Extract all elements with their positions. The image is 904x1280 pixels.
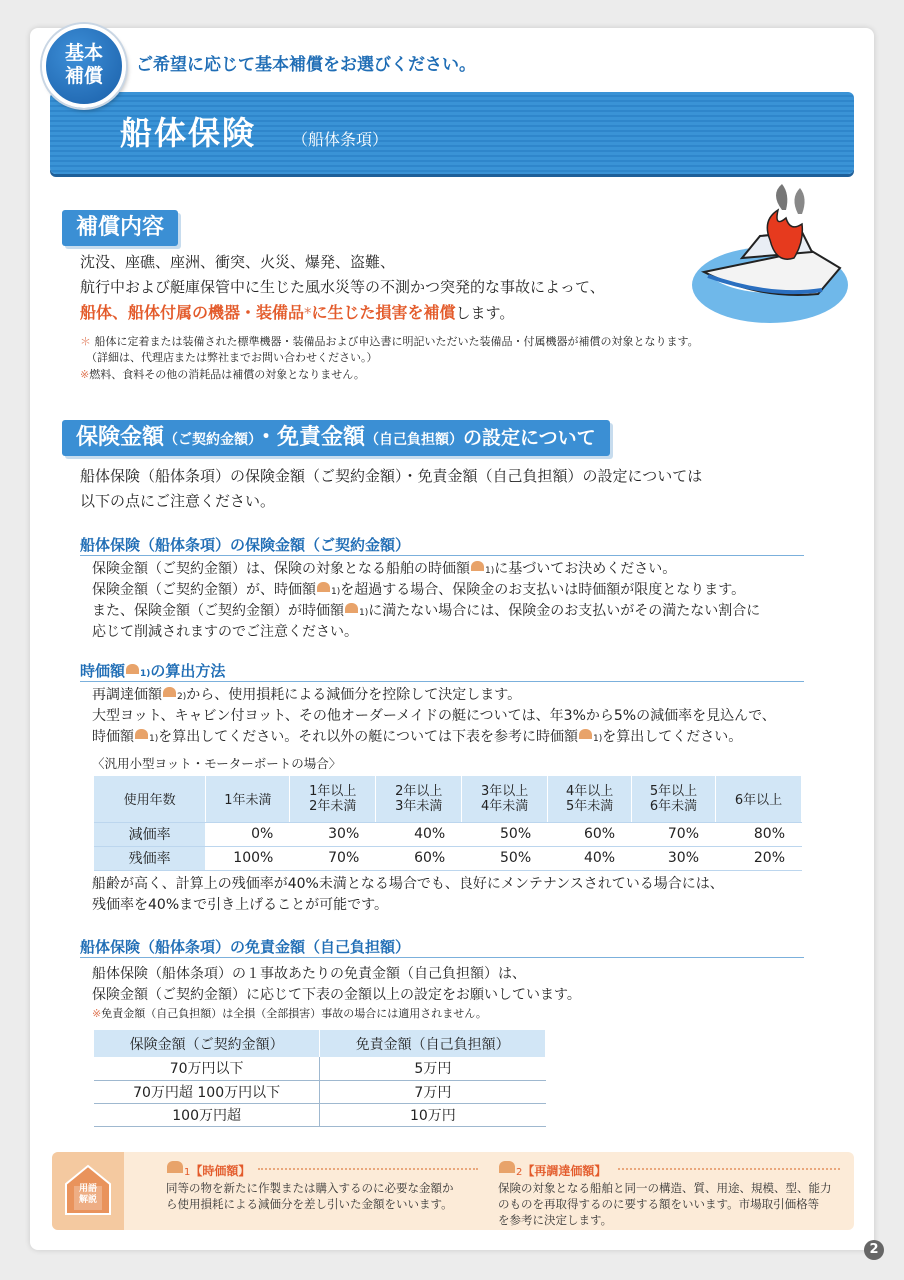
coverage-note-2: （詳細は、代理店または弊社までお問い合わせください。） [86, 351, 378, 364]
glossary-entry-1-header: 1【時価額】 [166, 1160, 250, 1181]
coverage-emphasis-1: 船体、船体付属の機器・装備品 [80, 303, 305, 322]
table-header-cell: 1年以上 2年未満 [290, 776, 376, 822]
row-label: 減価率 [94, 822, 206, 846]
table-row [94, 1080, 546, 1103]
residual-note-1: 船齢が高く、計算上の残価率が40%未満となる場合でも、良好にメンテナンスされている場合には、 [92, 876, 724, 892]
intro-text: ご希望に応じて基本補償をお選びください。 [136, 55, 476, 75]
table-row [94, 1057, 546, 1080]
amounts-heading: 保険金額（ご契約金額）・免責金額（自己負担額）の設定について [62, 420, 610, 456]
table-cell: 60% [548, 822, 632, 846]
table-header-cell: 免責金額（自己負担額） [320, 1030, 546, 1057]
row-label: 残価率 [94, 846, 206, 870]
deductible-note: ※免責金額（自己負担額）は全損（全部損害）事故の場合には適用されません。 [92, 1007, 487, 1020]
table-header-cell: 保険金額（ご契約金額） [94, 1030, 320, 1057]
table-cell: 20% [716, 846, 802, 870]
coverage-line-1: 沈没、座礁、座洲、衝突、火災、爆発、盗難、 [80, 253, 396, 271]
table-cell: 30% [632, 846, 716, 870]
table-cell: 7万円 [320, 1080, 546, 1103]
glossary-dots-1 [258, 1162, 478, 1170]
table-cell: 60% [376, 846, 462, 870]
deductible-table-header [94, 1030, 546, 1057]
deductible-line-1: 船体保険（船体条項）の１事故あたりの免責金額（自己負担額）は、 [92, 966, 526, 982]
insured-amount-line-2: 保険金額（ご契約金額）が、時価額 1)を超過する場合、保険金のお支払いは時価額が限度となります。 [92, 582, 746, 598]
coverage-line-3 [80, 300, 514, 326]
subheading-market-value: 時価額 1)の算出方法 [80, 662, 226, 680]
table-cell: 40% [376, 822, 462, 846]
basic-coverage-badge: 基本 補償 [42, 24, 126, 108]
glossary-dots-2 [618, 1162, 840, 1170]
table-cell: 0% [206, 822, 290, 846]
coverage-note-3: ※燃料、食料その他の消耗品は補償の対象となりません。 [80, 368, 365, 381]
table-cell: 30% [290, 822, 376, 846]
burning-boat-illustration [690, 180, 850, 330]
depreciation-table-caption: 〈汎用小型ヨット・モーターボートの場合〉 [92, 756, 342, 771]
subheading-rule-3 [80, 957, 804, 958]
depreciation-table [94, 776, 802, 871]
table-header-cell: 使用年数 [94, 776, 206, 822]
table-header-cell: 1年未満 [206, 776, 290, 822]
table-row [94, 846, 802, 870]
amounts-intro-2: 以下の点にご注意ください。 [80, 492, 276, 510]
table-header-cell: 5年以上 6年未満 [632, 776, 716, 822]
depreciation-table-header [94, 776, 802, 822]
insured-amount-line-3: また、保険金額（ご契約金額）が時価額 1)に満たない場合には、保険金のお支払いがその満たない割合に [92, 603, 761, 619]
table-header-cell: 2年以上 3年未満 [376, 776, 462, 822]
coverage-star: * [304, 304, 312, 322]
table-row [94, 1103, 546, 1126]
page-subtitle: （船体条項） [292, 130, 389, 149]
market-value-line-2: 大型ヨット、キャビン付ヨット、その他オーダーメイドの艇については、年3%から5%の減価率を見込んで、 [92, 708, 776, 724]
table-cell: 50% [462, 822, 548, 846]
page-title: 船体保険 [120, 114, 257, 152]
table-cell: 80% [716, 822, 802, 846]
subheading-deductible: 船体保険（船体条項）の免責金額（自己負担額） [80, 938, 411, 956]
subheading-rule-1 [80, 555, 804, 556]
market-value-line-1: 再調達価額 2)から、使用損耗による減価分を控除して決定します。 [92, 687, 522, 703]
amounts-intro-1: 船体保険（船体条項）の保険金額（ご契約金額）・免責金額（自己負担額）の設定については [80, 467, 703, 485]
coverage-emphasis-2: に生じた損害を補償 [311, 303, 456, 322]
residual-note-2: 残価率を40%まで引き上げることが可能です。 [92, 897, 388, 913]
coverage-heading: 補償内容 [62, 210, 178, 246]
glossary-entry-1-line-1: 同等の物を新たに作製または購入するのに必要な金額か [166, 1181, 454, 1195]
glossary-entry-2-line-2: のものを再取得するのに要する額をいいます。市場取引価格等 [498, 1197, 820, 1211]
glossary-entry-2-line-1: 保険の対象となる船舶と同一の構造、質、用途、規模、型、能力 [498, 1181, 832, 1195]
glossary-entry-1-line-2: ら使用損耗による減価分を差し引いた金額をいいます。 [166, 1197, 453, 1211]
table-header-cell: 4年以上 5年未満 [548, 776, 632, 822]
glossary-icon-label: 用語 解説 [78, 1184, 97, 1205]
table-cell: 70% [290, 846, 376, 870]
table-cell: 40% [548, 846, 632, 870]
coverage-tail: します。 [455, 304, 515, 322]
table-cell: 100% [206, 846, 290, 870]
table-cell: 10万円 [320, 1103, 546, 1126]
subheading-insured-amount: 船体保険（船体条項）の保険金額（ご契約金額） [80, 536, 411, 554]
table-cell: 70万円以下 [94, 1057, 320, 1080]
table-header-cell: 6年以上 [716, 776, 802, 822]
page-number: 2 [864, 1240, 884, 1260]
table-row [94, 822, 802, 846]
table-cell: 70% [632, 822, 716, 846]
market-value-line-3: 時価額 1)を算出してください。それ以外の艇については下表を参考に時価額 1)を算出してください。 [92, 729, 743, 745]
subheading-rule-2 [80, 681, 804, 682]
glossary-entry-2-line-3: を参考に決定します。 [498, 1213, 613, 1227]
glossary-entry-2-header: 2【再調達価額】 [498, 1160, 606, 1181]
coverage-line-2: 航行中および艇庫保管中に生じた風水災等の不測かつ突発的な事故によって、 [80, 278, 605, 296]
table-cell: 100万円超 [94, 1103, 320, 1126]
insured-amount-line-4: 応じて削減されますのでご注意ください。 [92, 624, 358, 640]
table-header-cell: 3年以上 4年未満 [462, 776, 548, 822]
table-cell: 5万円 [320, 1057, 546, 1080]
deductible-table [94, 1030, 546, 1127]
insured-amount-line-1: 保険金額（ご契約金額）は、保険の対象となる船舶の時価額 1)に基づいてお決めください。 [92, 561, 677, 577]
table-cell: 70万円超 100万円以下 [94, 1080, 320, 1103]
deductible-line-2: 保険金額（ご契約金額）に応じて下表の金額以上の設定をお願いしています。 [92, 987, 581, 1003]
table-cell: 50% [462, 846, 548, 870]
coverage-note-1: ＊ 船体に定着または装備された標準機器・装備品および申込書に明記いただいた装備品・付属機器が補償の対象となります。 [80, 335, 699, 348]
